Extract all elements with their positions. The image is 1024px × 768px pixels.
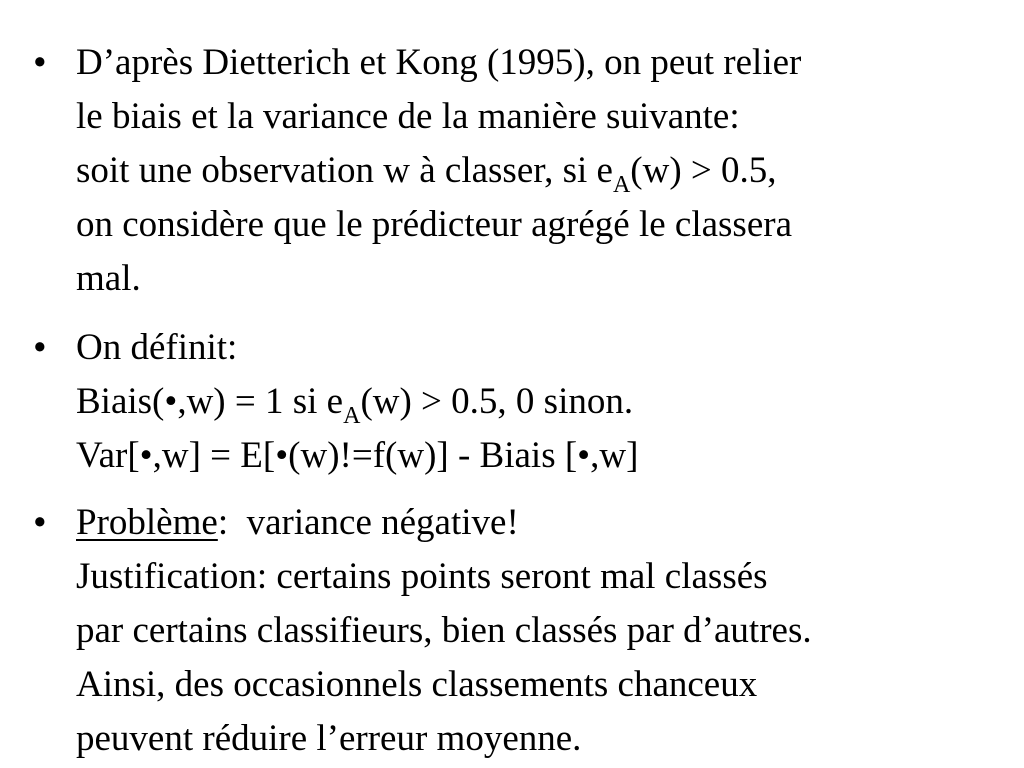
text-line: Justification: certains points seront mal classés: [76, 556, 768, 597]
text-segment: (w) > 0.5,: [630, 150, 777, 191]
text-line: peuvent réduire l’erreur moyenne.: [76, 718, 582, 759]
text-segment: Biais(•,w) = 1 si e: [76, 381, 344, 422]
underlined-term: Problème: [76, 502, 218, 543]
text-line: Var[•,w] = E[•(w)!=f(w)] - Biais [•,w]: [76, 435, 639, 476]
bullet-marker: •: [33, 501, 47, 544]
text-line: Ainsi, des occasionnels classements chanceux: [76, 664, 758, 705]
bullet-text: [76, 321, 1006, 483]
text-line: mal.: [76, 258, 141, 299]
text-line: [76, 496, 1006, 550]
text-line: [76, 144, 1006, 198]
text-line: le biais et la variance de la manière suivante:: [76, 96, 740, 137]
text-line: [76, 375, 1006, 429]
text-line: D’après Dietterich et Kong (1995), on peut relier: [76, 42, 802, 83]
text-segment: (w) > 0.5, 0 sinon.: [360, 381, 634, 422]
text-segment: soit une observation w à classer, si e: [76, 150, 613, 191]
bullet-text: [76, 496, 1006, 766]
text-line: On définit:: [76, 327, 238, 368]
text-segment: : variance négative!: [217, 502, 519, 543]
text-line: on considère que le prédicteur agrégé le classera: [76, 204, 792, 245]
bullet-marker: •: [33, 326, 47, 369]
bullet-text: [76, 36, 1006, 306]
subscript: A: [612, 172, 631, 198]
text-line: par certains classifieurs, bien classés par d’autres.: [76, 610, 812, 651]
bullet-marker: •: [33, 41, 47, 84]
subscript: A: [343, 403, 361, 429]
